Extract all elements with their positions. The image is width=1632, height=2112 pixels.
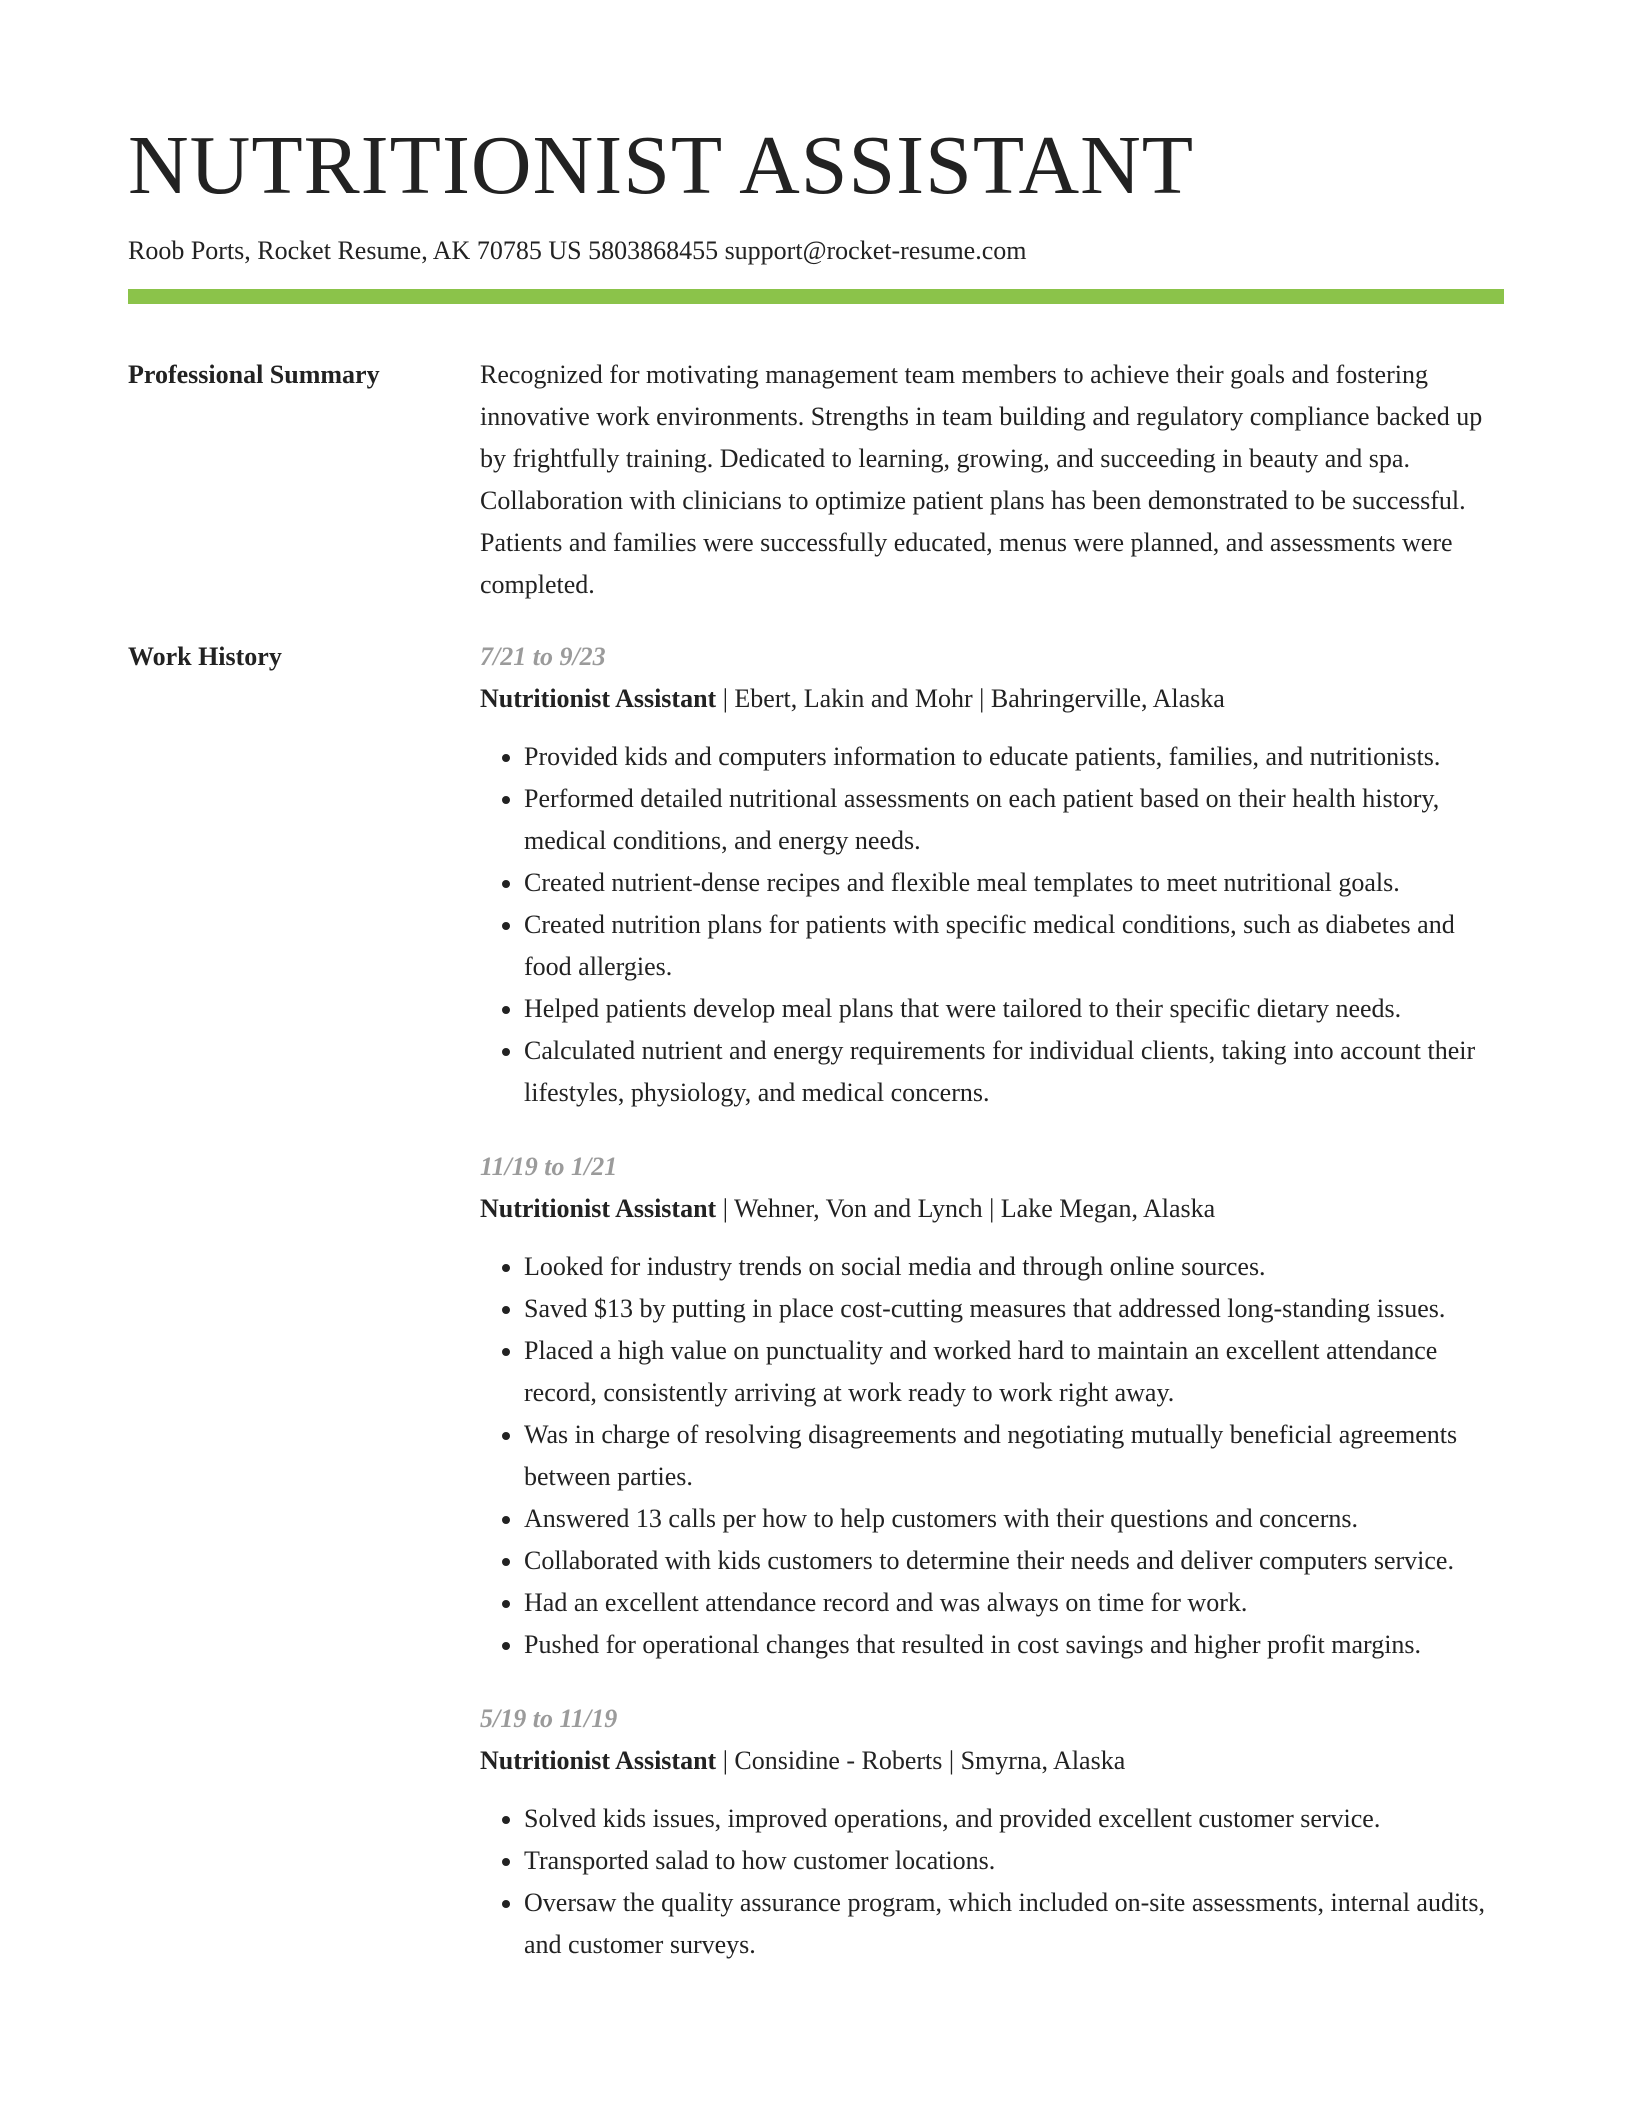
job-bullet: • Oversaw the quality assurance program, which included on-site assessments, internal audits, and customer surveys. xyxy=(524,1882,1504,1966)
job-bullet: • Pushed for operational changes that resulted in cost savings and higher profit margins. xyxy=(524,1624,1504,1666)
resume-name: NUTRITIONIST ASSISTANT xyxy=(128,119,1195,212)
job-dates: 5/19 to 11/19 xyxy=(480,1704,618,1733)
job-bullet: • Solved kids issues, improved operations, and provided excellent customer service. xyxy=(524,1798,1504,1840)
job-bullet: • Created nutrition plans for patients with specific medical conditions, such as diabetes and food allergies. xyxy=(524,904,1504,988)
job-bullet: • Answered 13 calls per how to help customers with their questions and concerns. xyxy=(524,1498,1504,1540)
job-bullet-list xyxy=(480,1246,1504,1666)
job-entry xyxy=(480,1146,1504,1666)
job-heading xyxy=(480,1740,1504,1782)
job-bullet: • Had an excellent attendance record and was always on time for work. xyxy=(524,1582,1504,1624)
job-title: Nutritionist Assistant xyxy=(480,1194,717,1223)
job-dates: 11/19 to 1/21 xyxy=(480,1152,618,1181)
job-entry xyxy=(480,1698,1504,1966)
job-title: Nutritionist Assistant xyxy=(480,684,717,713)
work-history-heading: Work History xyxy=(128,642,282,671)
job-bullet: • Saved $13 by putting in place cost-cutting measures that addressed long-standing issues. xyxy=(524,1288,1504,1330)
job-employer-location: | Ebert, Lakin and Mohr | Bahringerville, Alaska xyxy=(716,684,1225,713)
job-employer-location: | Considine - Roberts | Smyrna, Alaska xyxy=(716,1746,1126,1775)
job-bullet: • Created nutrient-dense recipes and flexible meal templates to meet nutritional goals. xyxy=(524,862,1504,904)
work-history-section xyxy=(128,636,1504,1966)
job-bullet: • Looked for industry trends on social media and through online sources. xyxy=(524,1246,1504,1288)
work-history-list xyxy=(480,636,1504,1966)
job-title: Nutritionist Assistant xyxy=(480,1746,717,1775)
job-bullet: • Provided kids and computers information to educate patients, families, and nutritionists. xyxy=(524,736,1504,778)
contact-line: Roob Ports, Rocket Resume, AK 70785 US 5803868455 support@rocket-resume.com xyxy=(128,236,1027,265)
job-bullet: • Was in charge of resolving disagreements and negotiating mutually beneficial agreements between parties. xyxy=(524,1414,1504,1498)
job-bullet: • Performed detailed nutritional assessments on each patient based on their health history, medical conditions, and energy needs. xyxy=(524,778,1504,862)
summary-text: Recognized for motivating management team members to achieve their goals and fostering innovative work environments. Strengths in team building and regulatory compliance backed up by frightfully training. Dedicated to learning, growing, and succeeding in beauty and spa. Collaboration with clinicians to optimize patient plans has been demonstrated to be successful. Patients and families were successfully educated, menus were planned, and assessments were completed. xyxy=(480,360,1483,599)
job-entry xyxy=(480,636,1504,1114)
summary-section xyxy=(128,354,1504,606)
job-bullet: • Placed a high value on punctuality and worked hard to maintain an excellent attendance record, consistently arriving at work ready to work right away. xyxy=(524,1330,1504,1414)
job-bullet: • Calculated nutrient and energy requirements for individual clients, taking into account their lifestyles, physiology, and medical concerns. xyxy=(524,1030,1504,1114)
job-bullet: • Collaborated with kids customers to determine their needs and deliver computers service. xyxy=(524,1540,1504,1582)
job-bullet: • Helped patients develop meal plans that were tailored to their specific dietary needs. xyxy=(524,988,1504,1030)
job-bullet: • Transported salad to how customer locations. xyxy=(524,1840,1504,1882)
job-bullet-list xyxy=(480,736,1504,1114)
summary-heading: Professional Summary xyxy=(128,360,380,389)
job-bullet-list xyxy=(480,1798,1504,1966)
accent-divider xyxy=(128,289,1504,304)
job-heading xyxy=(480,1188,1504,1230)
job-employer-location: | Wehner, Von and Lynch | Lake Megan, Alaska xyxy=(716,1194,1216,1223)
job-heading xyxy=(480,678,1504,720)
job-dates: 7/21 to 9/23 xyxy=(480,642,606,671)
